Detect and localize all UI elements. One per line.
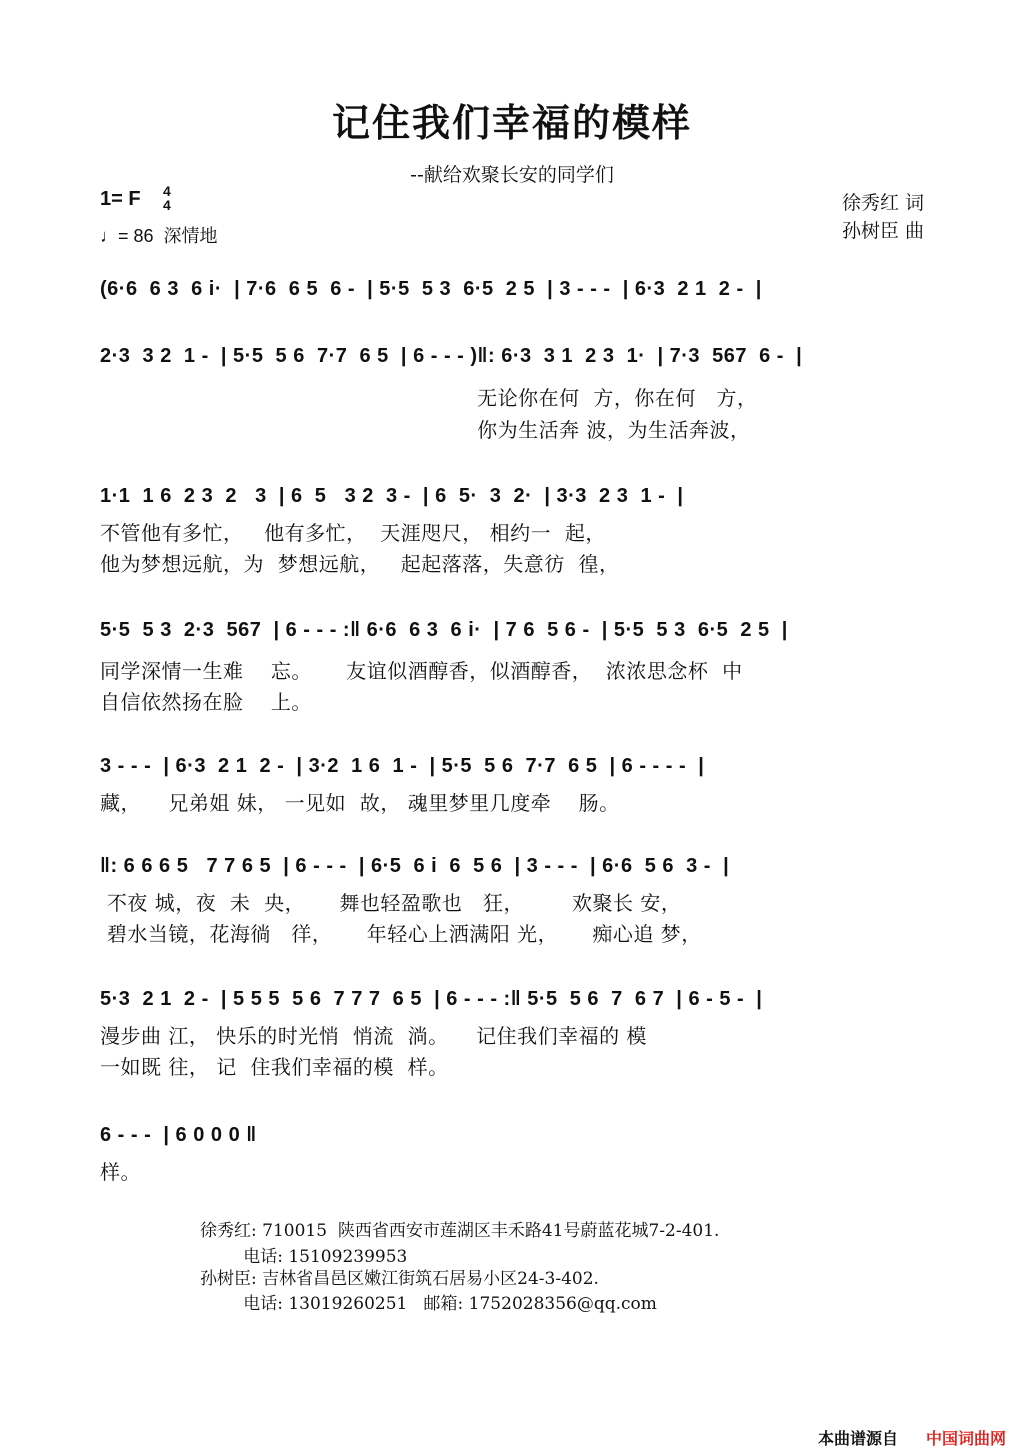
footer-phone-composer: 电话: 13019260251 邮箱: 1752028356@qq.com (200, 1294, 657, 1314)
score-system-4-lyric-verse1: 同学深情一生难 忘。 友谊似酒醇香，似酒醇香， 浓浓思念杯 中 (100, 659, 743, 683)
watermark-source-label: 本曲谱源自 (818, 1429, 899, 1448)
footer-contact-composer: 孙树臣: 吉林省昌邑区嫩江街筑石居易小区24-3-402. (200, 1269, 599, 1289)
score-system-6-lyric-verse1: 不夜 城，夜 未 央， 舞也轻盈歌也 狂， 欢聚长 安， (100, 891, 682, 915)
footer-contact-lyricist: 徐秀红: 710015 陕西省西安市莲湖区丰禾路41号蔚蓝花城7-2-401. (200, 1221, 720, 1241)
score-system-8-lyric-verse1: 样。 (100, 1160, 141, 1184)
song-subtitle: --献给欢聚长安的同学们 (410, 164, 614, 186)
score-system-2-lyric-verse1: 无论你在何 方，你在何 方， (100, 386, 758, 410)
time-signature-bottom: 4 (163, 197, 171, 213)
score-system-5-notes: 3 - - - | 6·3 2 1 2 - | 3·2 1 6 1 - | 5·5 5 6 7·7 6 5 | 6 - - - - | (100, 755, 705, 777)
score-system-6-lyric-verse2: 碧水当镜，花海徜 徉， 年轻心上洒满阳 光， 痴心追 梦， (100, 922, 702, 946)
score-system-4-lyric-verse2: 自信依然扬在脸 上。 (100, 690, 312, 714)
score-system-2-lyric-verse2: 你为生活奔 波，为生活奔波， (100, 418, 751, 442)
footer-phone-lyricist: 电话: 15109239953 (200, 1247, 408, 1267)
score-system-5-lyric-verse1: 藏， 兄弟姐 妹， 一见如 故， 魂里梦里几度牵 肠。 (100, 791, 620, 815)
score-system-3-lyric-verse1: 不管他有多忙， 他有多忙， 天涯咫尺， 相约一 起， (100, 521, 606, 545)
score-system-7-lyric-verse1: 漫步曲 江， 快乐的时光悄 悄流 淌。 记住我们幸福的 模 (100, 1024, 647, 1048)
score-system-1-notes: (6·6 6 3 6 i· | 7·6 6 5 6 - | 5·5 5 3 6·5 2 5 | 3 - - - | 6·3 2 1 2 - | (100, 278, 762, 300)
time-signature (163, 184, 171, 212)
score-system-3-notes: 1·1 1 6 2 3 2 3 | 6 5 3 2 3 - | 6 5· 3 2· | 3·3 2 3 1 - | (100, 485, 684, 507)
tempo-marking: ♩= 86 深情地 (100, 226, 218, 246)
score-system-2-notes: 2·3 3 2 1 - | 5·5 5 6 7·7 6 5 | 6 - - - )‖: 6·3 3 1 2 3 1· | 7·3 567 6 - | (100, 345, 803, 367)
score-system-4-notes: 5·5 5 3 2·3 567 | 6 - - - :‖ 6·6 6 3 6 i· | 7 6 5 6 - | 5·5 5 3 6·5 2 5 | (100, 619, 788, 641)
key-signature: 1= F (100, 188, 141, 210)
score-system-7-lyric-verse2: 一如既 往， 记 住我们幸福的模 样。 (100, 1055, 449, 1079)
score-system-8-notes: 6 - - - | 6 0 0 0 ‖ (100, 1124, 257, 1146)
song-title: 记住我们幸福的模样 (331, 100, 692, 145)
composer-credit: 孙树臣 曲 (841, 220, 924, 242)
score-system-3-lyric-verse2: 他为梦想远航，为 梦想远航， 起起落落，失意彷 徨， (100, 552, 620, 576)
time-signature-top: 4 (163, 183, 171, 199)
score-system-7-notes: 5·3 2 1 2 - | 5 5 5 5 6 7 7 7 6 5 | 6 - - - :‖ 5·5 5 6 7 6 7 | 6 - 5 - | (100, 988, 763, 1010)
score-system-6-notes: ‖: 6 6 6 5 7 7 6 5 | 6 - - - | 6·5 6 i 6 5 6 | 3 - - - | 6·6 5 6 3 - | (100, 855, 730, 877)
watermark-site-link[interactable]: 中国词曲网 (926, 1429, 1007, 1448)
lyricist-credit: 徐秀红 词 (841, 192, 924, 214)
